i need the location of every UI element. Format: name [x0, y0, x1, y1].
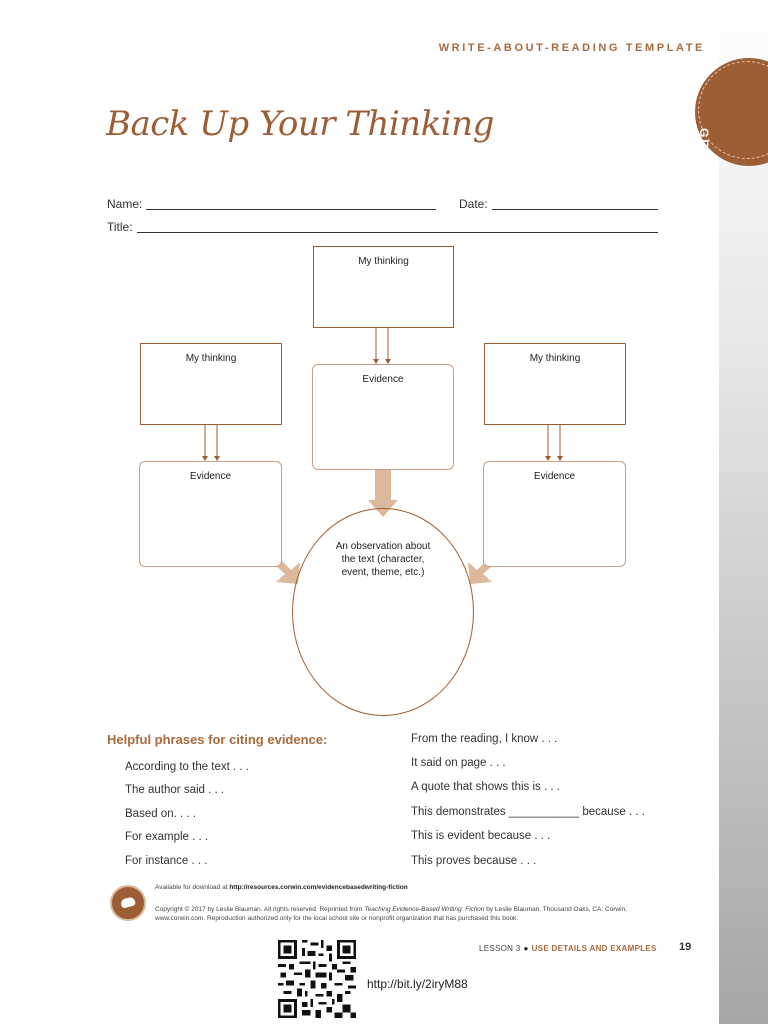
top-evidence-label: Evidence [362, 374, 404, 385]
top-thinking-label: My thinking [358, 256, 409, 267]
top-evidence-box[interactable] [312, 364, 454, 470]
copyright-c: Oaks, CA: Corwin, www.corwin.com. Reproduction authorized only for the local school site or nonprofit organization that has purchased this book. [155, 906, 627, 922]
download-logo-icon [110, 885, 146, 921]
observation-label: An observation about the text (character, event, theme, etc.) [335, 541, 431, 578]
title-label: Title: [107, 220, 133, 234]
download-prefix: Available for download at [155, 884, 228, 891]
name-label: Name: [107, 197, 143, 211]
copyright-a: Copyright © 2017 by Leslie Blauman. All rights reserved. Reprinted from [155, 906, 363, 913]
right-thinking-box[interactable] [484, 343, 626, 425]
book-title: Teaching Evidence-Based Writing: Fiction [364, 906, 485, 913]
copyright-b: by Leslie Blauman. Thousand [486, 906, 572, 913]
right-evidence-box[interactable] [483, 461, 626, 567]
bullet-dot: ● [523, 944, 529, 953]
left-evidence-box[interactable] [139, 461, 282, 567]
phrase-item: It said on page . . . [411, 757, 506, 769]
top-thinking-box[interactable] [313, 246, 454, 328]
phrase-item: This is evident because . . . [411, 830, 551, 842]
badge-label: GRAB & GO [697, 128, 711, 216]
phrase-item: A quote that shows this is . . . [411, 781, 560, 793]
lesson-title: USE DETAILS AND EXAMPLES [531, 944, 657, 953]
lesson-label: LESSON 3 [479, 944, 521, 953]
phrases-heading: Helpful phrases for citing evidence: [107, 732, 328, 747]
right-evidence-label: Evidence [533, 471, 576, 482]
phrase-item: According to the text . . . [125, 761, 250, 773]
template-label: WRITE-ABOUT-READING TEMPLATE [438, 42, 705, 54]
phrase-item: For example . . . [125, 831, 209, 843]
download-link[interactable]: http://resources.corwin.com/evidencebasedwriting-fiction [229, 884, 408, 891]
left-evidence-label: Evidence [189, 471, 232, 482]
phrase-item: The author said . . . [125, 784, 225, 796]
qr-code-icon[interactable] [278, 940, 356, 1018]
right-thinking-label: My thinking [529, 353, 581, 364]
lesson-line [479, 944, 657, 953]
phrase-item: For instance . . . [125, 855, 208, 867]
left-thinking-label: My thinking [185, 353, 237, 364]
download-line [155, 883, 408, 892]
qr-url[interactable]: http://bit.ly/2iryM88 [367, 977, 468, 991]
page-title: Back Up Your Thinking [106, 104, 494, 144]
page-number: 19 [679, 941, 692, 953]
phrase-item: From the reading, I know . . . [411, 733, 558, 745]
date-label: Date: [459, 197, 488, 211]
phrase-item: This demonstrates ___________ because . . . [411, 806, 645, 818]
copyright [155, 905, 675, 923]
logo-mark [120, 896, 136, 908]
left-thinking-box[interactable] [140, 343, 282, 425]
phrase-item: This proves because . . . [411, 855, 537, 867]
phrase-item: Based on. . . . [125, 808, 196, 820]
